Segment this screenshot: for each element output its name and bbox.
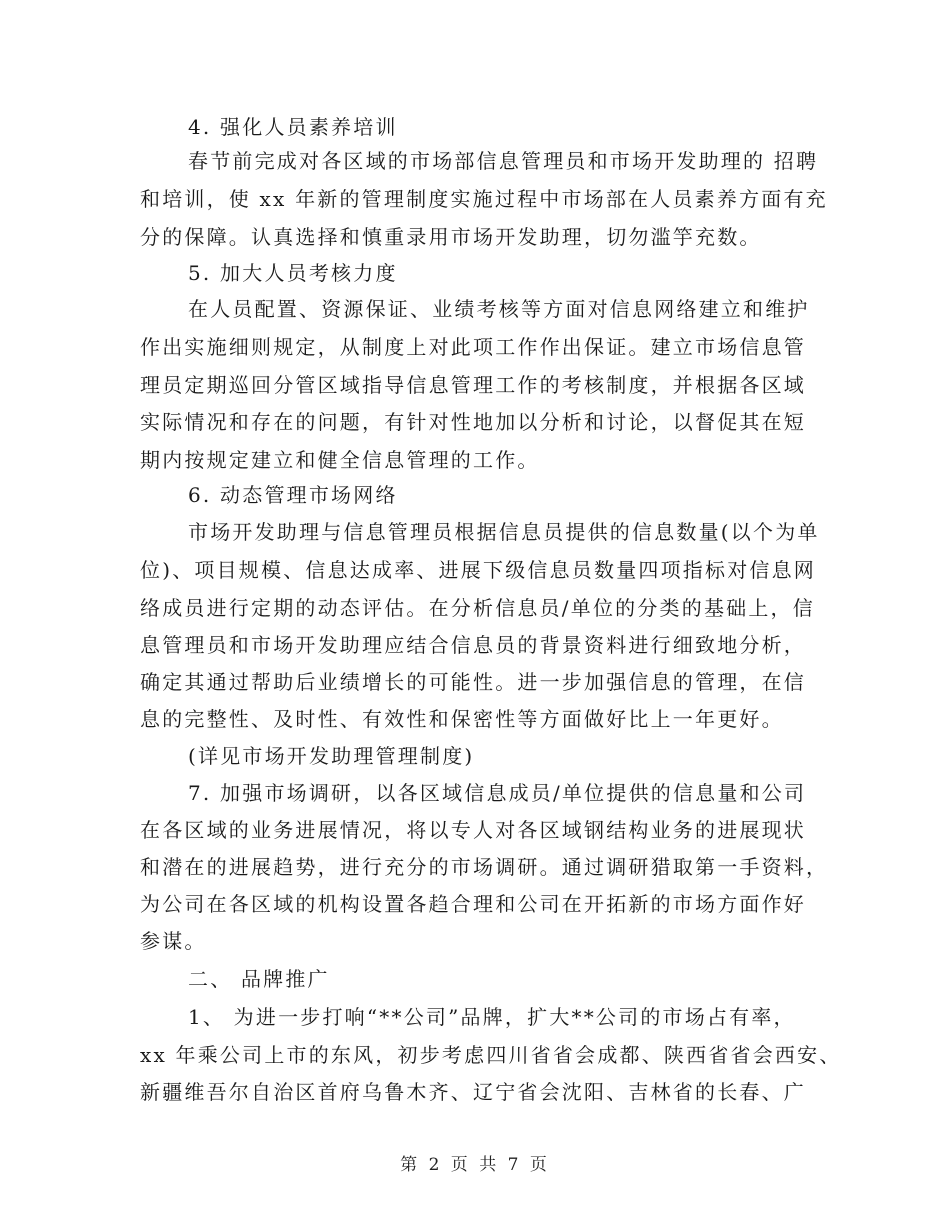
section-heading: 二、 品牌推广	[188, 967, 330, 991]
paragraph-line: 1、 为进一步打响“**公司”品牌，扩大**公司的市场占有率，	[188, 1005, 796, 1029]
heading-4: 4. 强化人员素养培训	[188, 115, 398, 139]
paragraph-line: 在人员配置、资源保证、业绩考核等方面对信息网络建立和维护	[188, 297, 810, 321]
paragraph-line: 分的保障。认真选择和慎重录用市场开发助理，切勿滥竽充数。	[140, 225, 762, 249]
paragraph-line: 位)、项目规模、信息达成率、进展下级信息员数量四项指标对信息网	[140, 558, 817, 582]
heading-7: 7. 加强市场调研，以各区域信息成员/单位提供的信息量和公司	[188, 781, 807, 805]
paragraph-line: 和潜在的进展趋势，进行充分的市场调研。通过调研猎取第一手资料，	[140, 855, 829, 879]
paragraph-line: 为公司在各区域的机构设置各趋合理和公司在开拓新的市场方面作好	[140, 892, 806, 916]
paragraph-line: 作出实施细则规定，从制度上对此项工作作出保证。建立市场信息管	[140, 335, 806, 359]
paragraph-line: 和培训，使 xx 年新的管理制度实施过程中市场部在人员素养方面有充	[140, 187, 828, 211]
heading-6: 6. 动态管理市场网络	[188, 483, 398, 507]
paragraph-line: 息管理员和市场开发助理应结合信息员的背景资料进行细致地分析，	[140, 633, 806, 657]
heading-5: 5. 加大人员考核力度	[188, 261, 398, 285]
paragraph-line: 市场开发助理与信息管理员根据信息员提供的信息数量(以个为单	[188, 520, 820, 544]
paragraph-line: 新疆维吾尔自治区首府乌鲁木齐、辽宁省会沈阳、吉林省的长春、广	[140, 1080, 806, 1104]
paragraph-line: xx 年乘公司上市的东风，初步考虑四川省省会成都、陕西省省会西安、	[140, 1043, 842, 1067]
paragraph-line: 参谋。	[140, 929, 207, 953]
paragraph-line: 络成员进行定期的动态评估。在分析信息员/单位的分类的基础上，信	[140, 596, 815, 620]
paragraph-line: 在各区域的业务进展情况，将以专人对各区域钢结构业务的进展现状	[140, 818, 806, 842]
paragraph-line: 春节前完成对各区域的市场部信息管理员和市场开发助理的 招聘	[188, 149, 819, 173]
paragraph-line: 理员定期巡回分管区域指导信息管理工作的考核制度，并根据各区域	[140, 373, 806, 397]
paragraph-line: 实际情况和存在的问题，有针对性地加以分析和讨论，以督促其在短	[140, 410, 806, 434]
paragraph-line: 确定其通过帮助后业绩增长的可能性。进一步加强信息的管理，在信	[140, 670, 806, 694]
paragraph-line: 期内按规定建立和健全信息管理的工作。	[140, 448, 540, 472]
page-number-footer: 第 2 页 共 7 页	[400, 1155, 550, 1175]
paragraph-note: (详见市场开发助理管理制度)	[188, 744, 475, 768]
paragraph-line: 息的完整性、及时性、有效性和保密性等方面做好比上一年更好。	[140, 707, 784, 731]
